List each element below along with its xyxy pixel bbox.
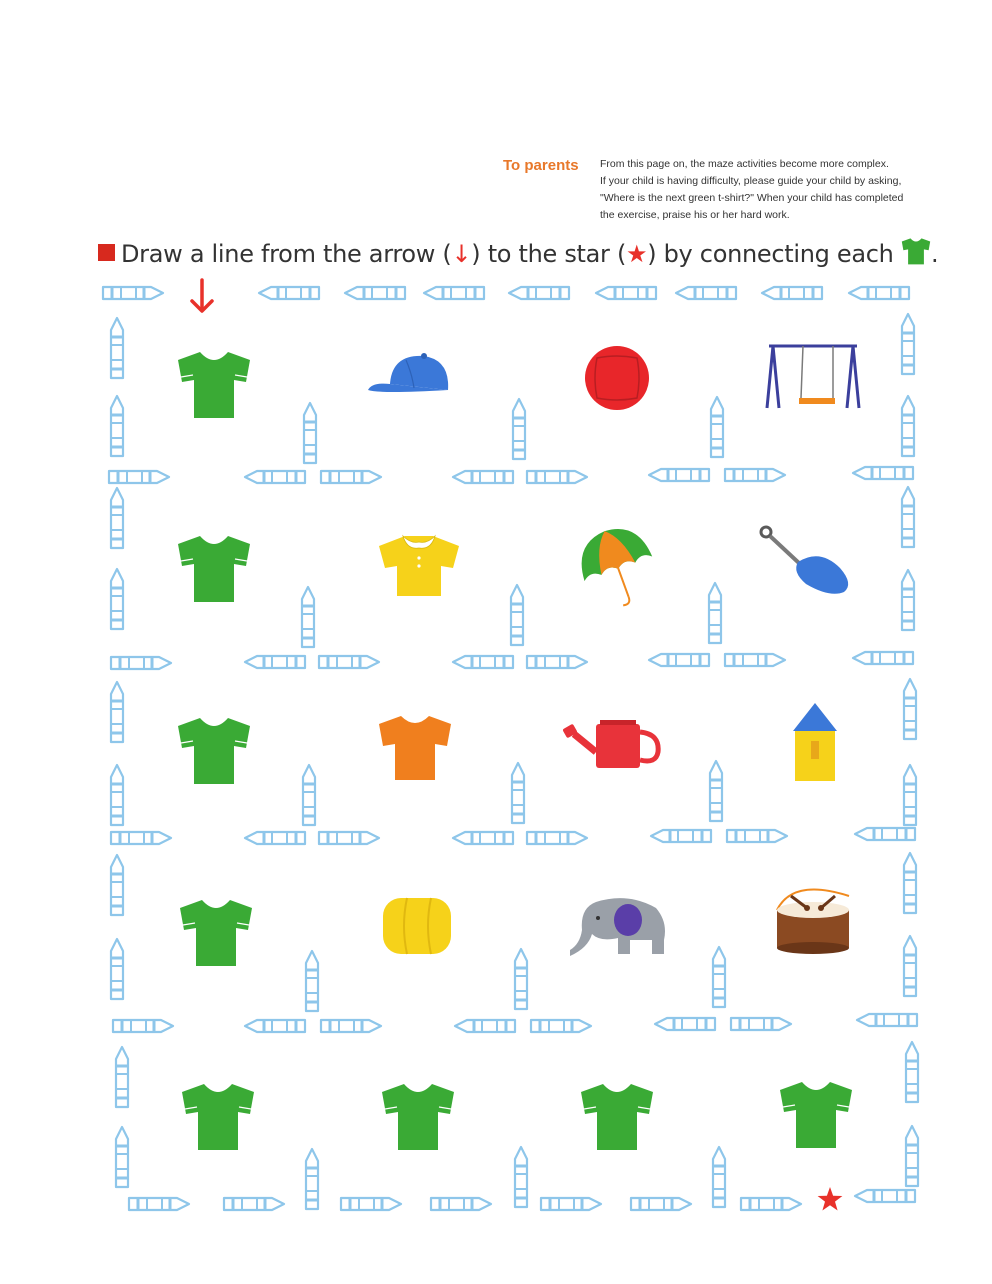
instruction-part1: Draw a line from the arrow ( [121, 240, 452, 268]
crayon-wall [111, 569, 123, 629]
start-arrow-icon [192, 280, 212, 311]
green-tshirt [182, 1084, 254, 1150]
crayon-wall [904, 765, 916, 825]
crayon-wall [904, 853, 916, 913]
crayon-wall [855, 1190, 915, 1202]
orange-tshirt-icon [379, 716, 451, 780]
instruction-part3: ) by connecting each [647, 240, 894, 268]
parents-text-line: "Where is the next green t-shirt?" When your child has completed [600, 192, 904, 204]
crayon-wall [906, 1042, 918, 1102]
parents-text-line: From this page on, the maze activities become more complex. [600, 158, 889, 170]
crayon-wall [116, 1047, 128, 1107]
swing-icon [767, 346, 859, 408]
crayon-wall [541, 1198, 601, 1210]
toy-block-icon [793, 703, 837, 781]
arrow-symbol: ↓ [451, 240, 472, 268]
crayon-wall [676, 287, 736, 299]
crayon-wall [224, 1198, 284, 1210]
crayon-wall [762, 287, 822, 299]
crayon-wall [111, 765, 123, 825]
crayon-wall [849, 287, 909, 299]
crayon-wall [904, 936, 916, 996]
crayon-wall [424, 287, 484, 299]
green-tshirt [180, 900, 252, 966]
green-tshirt [178, 352, 250, 418]
crayon-wall [103, 287, 163, 299]
column-walls [302, 397, 725, 1209]
crayon-wall [111, 855, 123, 915]
goal-star-icon [818, 1187, 843, 1211]
crayon-wall [111, 488, 123, 548]
red-ball-icon [585, 346, 649, 410]
parents-heading: To parents [503, 157, 579, 174]
row-walls-4 [113, 1014, 917, 1032]
crayon-wall [902, 396, 914, 456]
crayon-wall [116, 1127, 128, 1187]
row-walls-1 [109, 467, 913, 483]
yellow-blouse-icon [379, 536, 459, 596]
crayon-wall [902, 314, 914, 374]
green-tshirt [382, 1084, 454, 1150]
green-tshirt [178, 536, 250, 602]
green-tshirt [178, 718, 250, 784]
crayon-wall [902, 487, 914, 547]
crayon-wall [596, 287, 656, 299]
blue-cap-icon [368, 353, 448, 392]
instruction-part2: ) to the star ( [471, 240, 627, 268]
row-walls-2 [111, 652, 913, 669]
crayon-wall [631, 1198, 691, 1210]
parents-text-line: If your child is having difficulty, please guide your child by asking, [600, 175, 902, 187]
elephant-icon [570, 898, 665, 956]
crayon-wall [509, 287, 569, 299]
crayon-wall [341, 1198, 401, 1210]
crayon-wall [111, 318, 123, 378]
yellow-bread-roll-icon [383, 898, 451, 954]
crayon-wall [904, 679, 916, 739]
row-walls-3 [111, 828, 915, 844]
crayon-wall [111, 939, 123, 999]
drum-icon [777, 890, 849, 954]
crayon-wall [431, 1198, 491, 1210]
green-tshirt [780, 1082, 852, 1148]
crayon-wall [741, 1198, 801, 1210]
shovel-icon [761, 527, 848, 594]
crayon-wall [111, 396, 123, 456]
umbrella-icon [571, 519, 665, 615]
crayon-wall [259, 287, 319, 299]
crayon-wall [111, 682, 123, 742]
crayon-wall [906, 1126, 918, 1186]
star-symbol: ★ [626, 240, 648, 268]
crayon-wall [902, 570, 914, 630]
crayon-wall [345, 287, 405, 299]
watering-can-icon [562, 720, 658, 768]
parents-text-line: the exercise, praise his or her hard work. [600, 209, 790, 221]
crayon-wall [129, 1198, 189, 1210]
green-tshirt [581, 1084, 653, 1150]
instruction-end: . [930, 240, 939, 268]
